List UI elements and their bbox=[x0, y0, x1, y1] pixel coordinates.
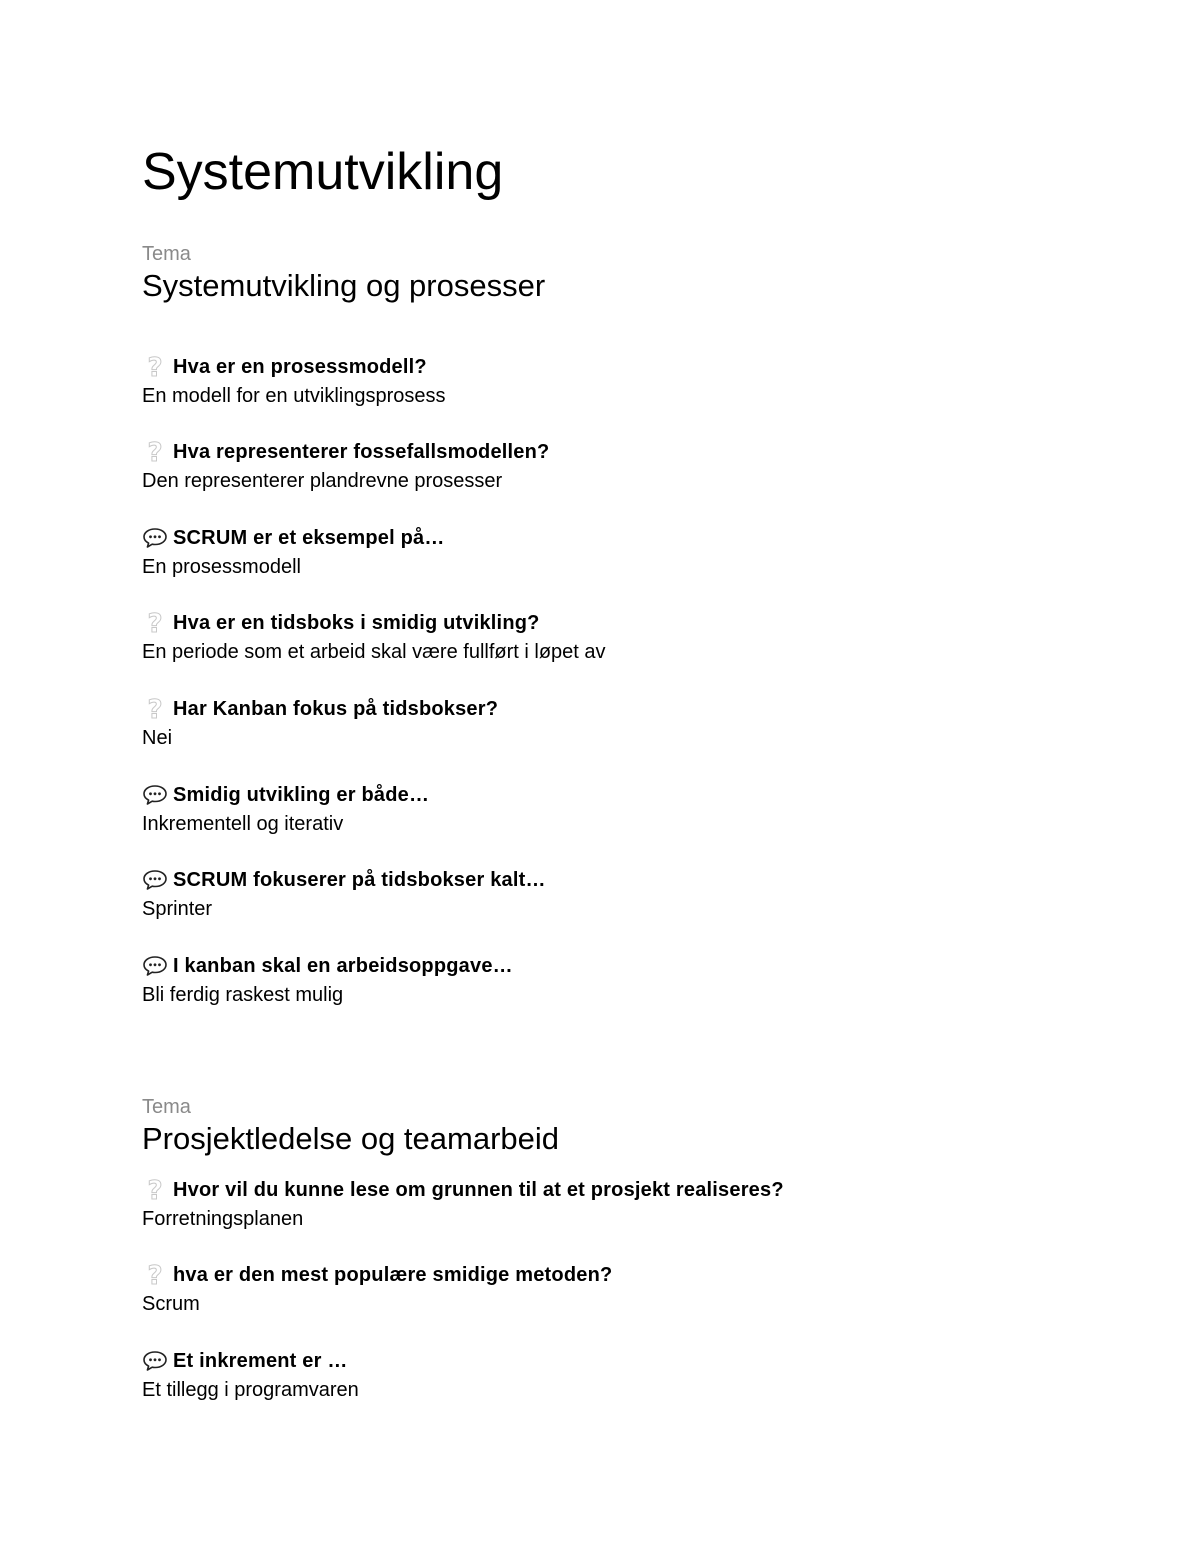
answer-text: En modell for en utviklingsprosess bbox=[142, 385, 446, 407]
section-header bbox=[142, 242, 1102, 306]
question-icon bbox=[142, 1177, 168, 1203]
question-text: Hva representerer fossefallsmodellen? bbox=[173, 440, 550, 463]
question-icon bbox=[142, 354, 168, 380]
answer-text: Nei bbox=[142, 727, 173, 749]
answer-text: En prosessmodell bbox=[142, 556, 301, 578]
document-title: Systemutvikling bbox=[142, 143, 504, 201]
answer-text: Inkrementell og iterativ bbox=[142, 813, 344, 835]
qa-item bbox=[142, 694, 1102, 752]
qa-item bbox=[142, 951, 1102, 1009]
answer-text: Bli ferdig raskest mulig bbox=[142, 984, 344, 1006]
qa-item bbox=[142, 608, 1102, 666]
qa-item bbox=[142, 523, 1102, 581]
qa-item bbox=[142, 1175, 1102, 1233]
answer-text: En periode som et arbeid skal være fullført i løpet av bbox=[142, 641, 606, 663]
answer-text: Et tillegg i programvaren bbox=[142, 1379, 359, 1401]
question-text: Har Kanban fokus på tidsbokser? bbox=[173, 697, 499, 720]
svg-text:?: ? bbox=[147, 696, 163, 722]
question-text: Et inkrement er … bbox=[173, 1349, 348, 1372]
question-text: Hvor vil du kunne lese om grunnen til at et prosjekt realiseres? bbox=[173, 1178, 784, 1201]
svg-text:?: ? bbox=[147, 610, 163, 636]
qa-item bbox=[142, 437, 1102, 495]
section-title: Prosjektledelse og teamarbeid bbox=[142, 1121, 560, 1156]
svg-text:?: ? bbox=[147, 1177, 163, 1203]
speech-bubble-icon bbox=[142, 782, 168, 808]
svg-text:?: ? bbox=[147, 439, 163, 465]
qa-item bbox=[142, 352, 1102, 410]
qa-item bbox=[142, 1260, 1102, 1318]
svg-text:?: ? bbox=[147, 354, 163, 380]
section-header bbox=[142, 1095, 1102, 1159]
question-icon bbox=[142, 439, 168, 465]
question-icon bbox=[142, 696, 168, 722]
svg-text:?: ? bbox=[147, 1262, 163, 1288]
section-label: Tema bbox=[142, 243, 191, 265]
section-title: Systemutvikling og prosesser bbox=[142, 268, 546, 303]
speech-bubble-icon bbox=[142, 1348, 168, 1374]
answer-text: Sprinter bbox=[142, 898, 213, 920]
qa-item bbox=[142, 865, 1102, 923]
question-text: SCRUM er et eksempel på… bbox=[173, 526, 445, 549]
question-text: Hva er en tidsboks i smidig utvikling? bbox=[173, 611, 540, 634]
speech-bubble-icon bbox=[142, 525, 168, 551]
speech-bubble-icon bbox=[142, 953, 168, 979]
question-text: Smidig utvikling er både… bbox=[173, 783, 430, 806]
question-text: Hva er en prosessmodell? bbox=[173, 355, 427, 378]
qa-item bbox=[142, 780, 1102, 838]
question-text: hva er den mest populære smidige metoden? bbox=[173, 1263, 613, 1286]
speech-bubble-icon bbox=[142, 867, 168, 893]
question-text: I kanban skal en arbeidsoppgave… bbox=[173, 954, 513, 977]
question-icon bbox=[142, 610, 168, 636]
question-icon bbox=[142, 1262, 168, 1288]
question-text: SCRUM fokuserer på tidsbokser kalt… bbox=[173, 868, 546, 891]
qa-item bbox=[142, 1346, 1102, 1404]
answer-text: Forretningsplanen bbox=[142, 1208, 304, 1230]
answer-text: Scrum bbox=[142, 1293, 200, 1315]
section-label: Tema bbox=[142, 1096, 191, 1118]
answer-text: Den representerer plandrevne prosesser bbox=[142, 470, 503, 492]
